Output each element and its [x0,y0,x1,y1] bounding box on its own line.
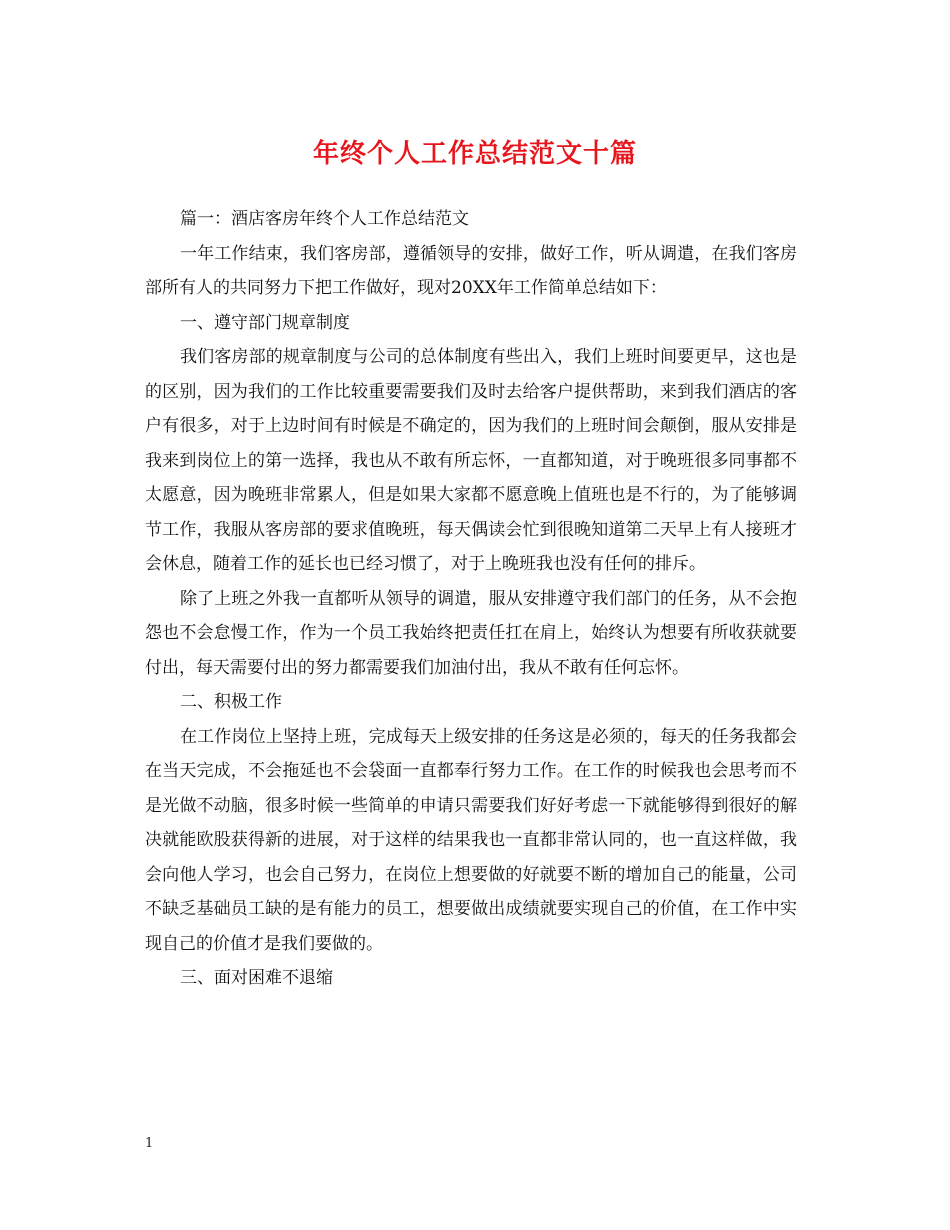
document-title: 年终个人工作总结范文十篇 [312,139,637,169]
paragraph-heading-1: 一、遵守部门规章制度 [180,312,350,333]
paragraph-body-2: 除了上班之外我一直都听从领导的调遣，服从安排遵守我们部门的任务，从不会抱怨也不会怠慢工作，作为一个员工我始终把责任扛在肩上，始终认为想要有所收获就要付出，每天需要付出的努力都需要我们加油付出，我从不敢有任何忘怀。 [145,588,797,678]
paragraph-section-heading: 篇一：酒店客房年终个人工作总结范文 [180,209,469,229]
paragraph-heading-3: 三、面对困难不退缩 [180,968,333,988]
paragraph-intro: 一年工作结束，我们客房部，遵循领导的安排，做好工作，听从调遣，在我们客房部所有人的共同努力下把工作做好，现对20XX年工作简单总结如下： [145,243,797,298]
document-body [145,202,797,996]
page-number: 1 [145,1136,154,1151]
paragraph-heading-2: 二、积极工作 [180,692,282,712]
paragraph-body-1: 我们客房部的规章制度与公司的总体制度有些出入，我们上班时间要更早，这也是的区别，因为我们的工作比较重要需要我们及时去给客户提供帮助，来到我们酒店的客户有很多，对于上边时间有时候是不确定的，因为我们的上班时间会颠倒，服从安排是我来到岗位上的第一选择，我也从不敢有所忘怀，一直都知道，对于晚班很多同事都不太愿意，因为晚班非常累人，但是如果大家都不愿意晚上值班也是不行的，为了能够调节工作，我服从客房部的要求值晚班，每天偶读会忙到很晚知道第二天早上有人接班才会休息，随着工作的延长也已经习惯了，对于上晚班我也没有任何的排斥。 [145,347,797,574]
paragraph-body-3: 在工作岗位上坚持上班，完成每天上级安排的任务这是必须的，每天的任务我都会在当天完成，不会拖延也不会袋面一直都奉行努力工作。在工作的时候我也会思考而不是光做不动脑，很多时候一些简单的申请只需要我们好好考虑一下就能够得到很好的解决就能欧股获得新的进展，对于这样的结果我也一直都非常认同的，也一直这样做，我会向他人学习，也会自己努力，在岗位上想要做的好就要不断的增加自己的能量，公司不缺乏基础员工缺的是有能力的员工，想要做出成绩就要实现自己的价值，在工作中实现自己的价值才是我们要做的。 [145,726,797,954]
